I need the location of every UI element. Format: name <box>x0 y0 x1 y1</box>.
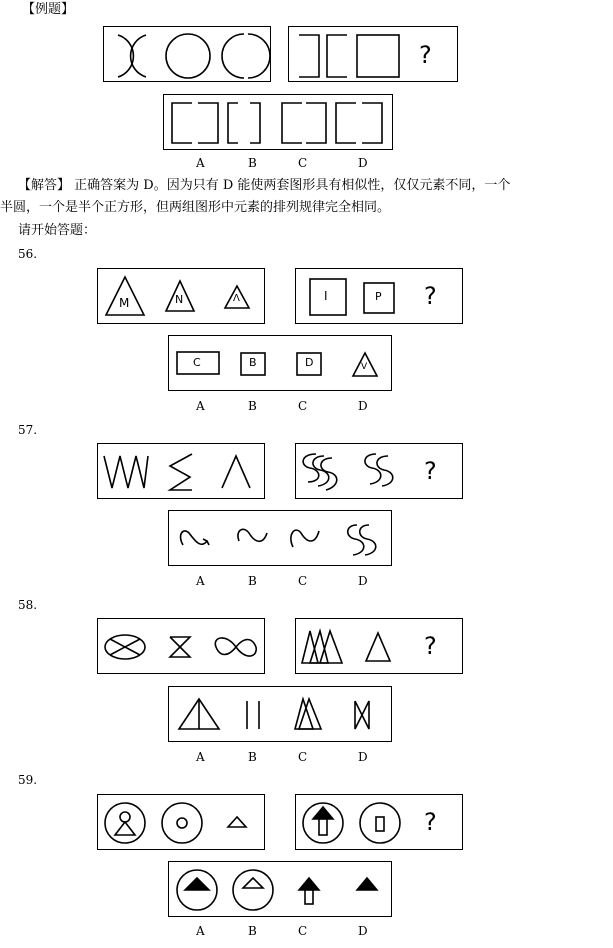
q57-series-2-figures <box>296 444 464 500</box>
q56-options-box <box>168 335 392 391</box>
triangle-shape <box>115 822 135 835</box>
infinity-shape <box>215 638 256 656</box>
question-mark: ? <box>424 632 437 660</box>
half-circle-left-shape <box>222 34 244 78</box>
hourglass-shape <box>170 637 190 657</box>
q59-options-figures <box>169 862 393 918</box>
option-d-left-shape <box>336 103 356 143</box>
q58-series-box-1 <box>97 618 265 674</box>
question-mark: ? <box>419 41 432 69</box>
option-d-right-shape <box>362 103 382 143</box>
triangle-shape <box>366 633 390 661</box>
q56-option-a-letter: C <box>193 356 201 369</box>
example-option-c: C <box>298 156 308 170</box>
q58-option-d: D <box>358 750 368 764</box>
q57-series-box-1 <box>97 443 265 499</box>
example-series-1-figures <box>104 27 272 83</box>
q57-options-figures <box>169 511 393 567</box>
curl-shape <box>181 531 209 545</box>
q56-letter-m: M <box>119 296 130 310</box>
caret-shape <box>222 456 250 488</box>
arrow-stem-shape <box>319 819 327 835</box>
bowtie-shape <box>355 701 369 729</box>
filled-triangle-shape <box>357 878 377 890</box>
q59-series-2-figures <box>296 795 464 851</box>
q57-series-1-figures <box>98 444 266 500</box>
q56-option-c-letter: D <box>305 356 314 369</box>
q59-options-box <box>168 861 392 917</box>
half-circle-right-shape <box>248 34 270 78</box>
q59-series-1-figures <box>98 795 266 851</box>
q56-option-d-letter: V <box>361 362 368 372</box>
filled-triangle-shape <box>185 878 209 890</box>
q56-option-b: B <box>248 399 257 413</box>
q59-series-box-2 <box>295 794 463 850</box>
q59-series-box-1 <box>97 794 265 850</box>
question-number-59: 59. <box>18 773 38 787</box>
arrow-stem-shape <box>305 890 313 904</box>
q56-option-b-letter: B <box>249 356 257 369</box>
option-a-left-shape <box>172 103 192 143</box>
question-mark: ? <box>424 808 437 836</box>
q56-series-box-2 <box>295 268 463 324</box>
q57-series-box-2 <box>295 443 463 499</box>
option-a-right-shape <box>198 103 218 143</box>
question-mark: ? <box>424 282 437 310</box>
q57-options-box <box>168 510 392 566</box>
example-option-d: D <box>358 156 368 170</box>
example-option-b: B <box>248 156 257 170</box>
q58-series-box-2 <box>295 618 463 674</box>
q59-option-a: A <box>196 924 205 938</box>
circle-shape <box>162 803 202 843</box>
curl-shape <box>238 529 267 541</box>
triangle-shape <box>243 878 263 888</box>
option-c-right-shape <box>306 103 326 143</box>
s-curve-shape <box>348 525 364 555</box>
example-series-2-figures <box>289 27 459 83</box>
start-text: 请开始答题： <box>18 223 97 238</box>
solution-line-1: 【解答】 正确答案为 D。因为只有 D 能使两套图形具有相似性，仅仅元素不同，一个 <box>18 178 511 193</box>
q56-option-d: D <box>358 399 368 413</box>
q59-option-b: B <box>248 924 257 938</box>
q57-option-b: B <box>248 574 257 588</box>
q57-option-c: C <box>298 574 308 588</box>
zigzag-shape <box>170 454 192 490</box>
q57-option-a: A <box>196 574 205 588</box>
zigzag-shape <box>104 456 148 488</box>
question-number-58: 58. <box>18 598 38 612</box>
example-options-figures <box>164 95 394 151</box>
q58-options-figures <box>169 687 393 743</box>
example-option-a: A <box>196 156 205 170</box>
q56-letter-p: P <box>375 290 382 303</box>
circle-shape <box>233 870 273 910</box>
example-series-box-2 <box>288 26 458 82</box>
square-shape <box>310 279 346 315</box>
question-number-56: 56. <box>18 247 38 261</box>
circle-shape <box>166 34 210 78</box>
square-shape <box>357 35 399 77</box>
q59-option-d: D <box>358 924 368 938</box>
half-square-right-shape <box>299 35 319 77</box>
rectangle-shape <box>376 817 384 831</box>
q58-option-c: C <box>298 750 308 764</box>
q56-series-box-1 <box>97 268 265 324</box>
q56-letter-i: I <box>324 289 328 303</box>
half-square-left-shape <box>327 35 347 77</box>
small-circle-shape <box>177 818 187 828</box>
q59-option-c: C <box>298 924 308 938</box>
q58-series-1-figures <box>98 619 266 675</box>
triangle-shape <box>228 817 246 827</box>
example-options-box <box>163 94 393 150</box>
q56-option-c: C <box>298 399 308 413</box>
q57-option-d: D <box>358 574 368 588</box>
option-c-left-shape <box>282 103 302 143</box>
example-heading: 【例题】 <box>22 2 75 17</box>
arrow-head-shape <box>313 807 333 819</box>
q58-option-a: A <box>196 750 205 764</box>
example-series-box-1 <box>103 26 271 82</box>
curl-shape <box>291 530 319 547</box>
option-b-right-shape <box>250 103 260 143</box>
q56-options-figures <box>169 336 393 392</box>
solution-line-2: 半圆，一个是半个正方形，但两组图形中元素的排列规律完全相同。 <box>0 200 391 215</box>
q58-series-2-figures <box>296 619 464 675</box>
q58-option-b: B <box>248 750 257 764</box>
option-b-left-shape <box>228 103 238 143</box>
q56-option-a: A <box>196 399 205 413</box>
question-number-57: 57. <box>18 423 38 437</box>
q56-letter-n: N <box>175 293 184 306</box>
arrow-head-shape <box>299 878 319 890</box>
small-circle-shape <box>120 812 130 822</box>
q58-options-box <box>168 686 392 742</box>
question-mark: ? <box>424 457 437 485</box>
q56-letter-lambda: Λ <box>233 293 240 304</box>
